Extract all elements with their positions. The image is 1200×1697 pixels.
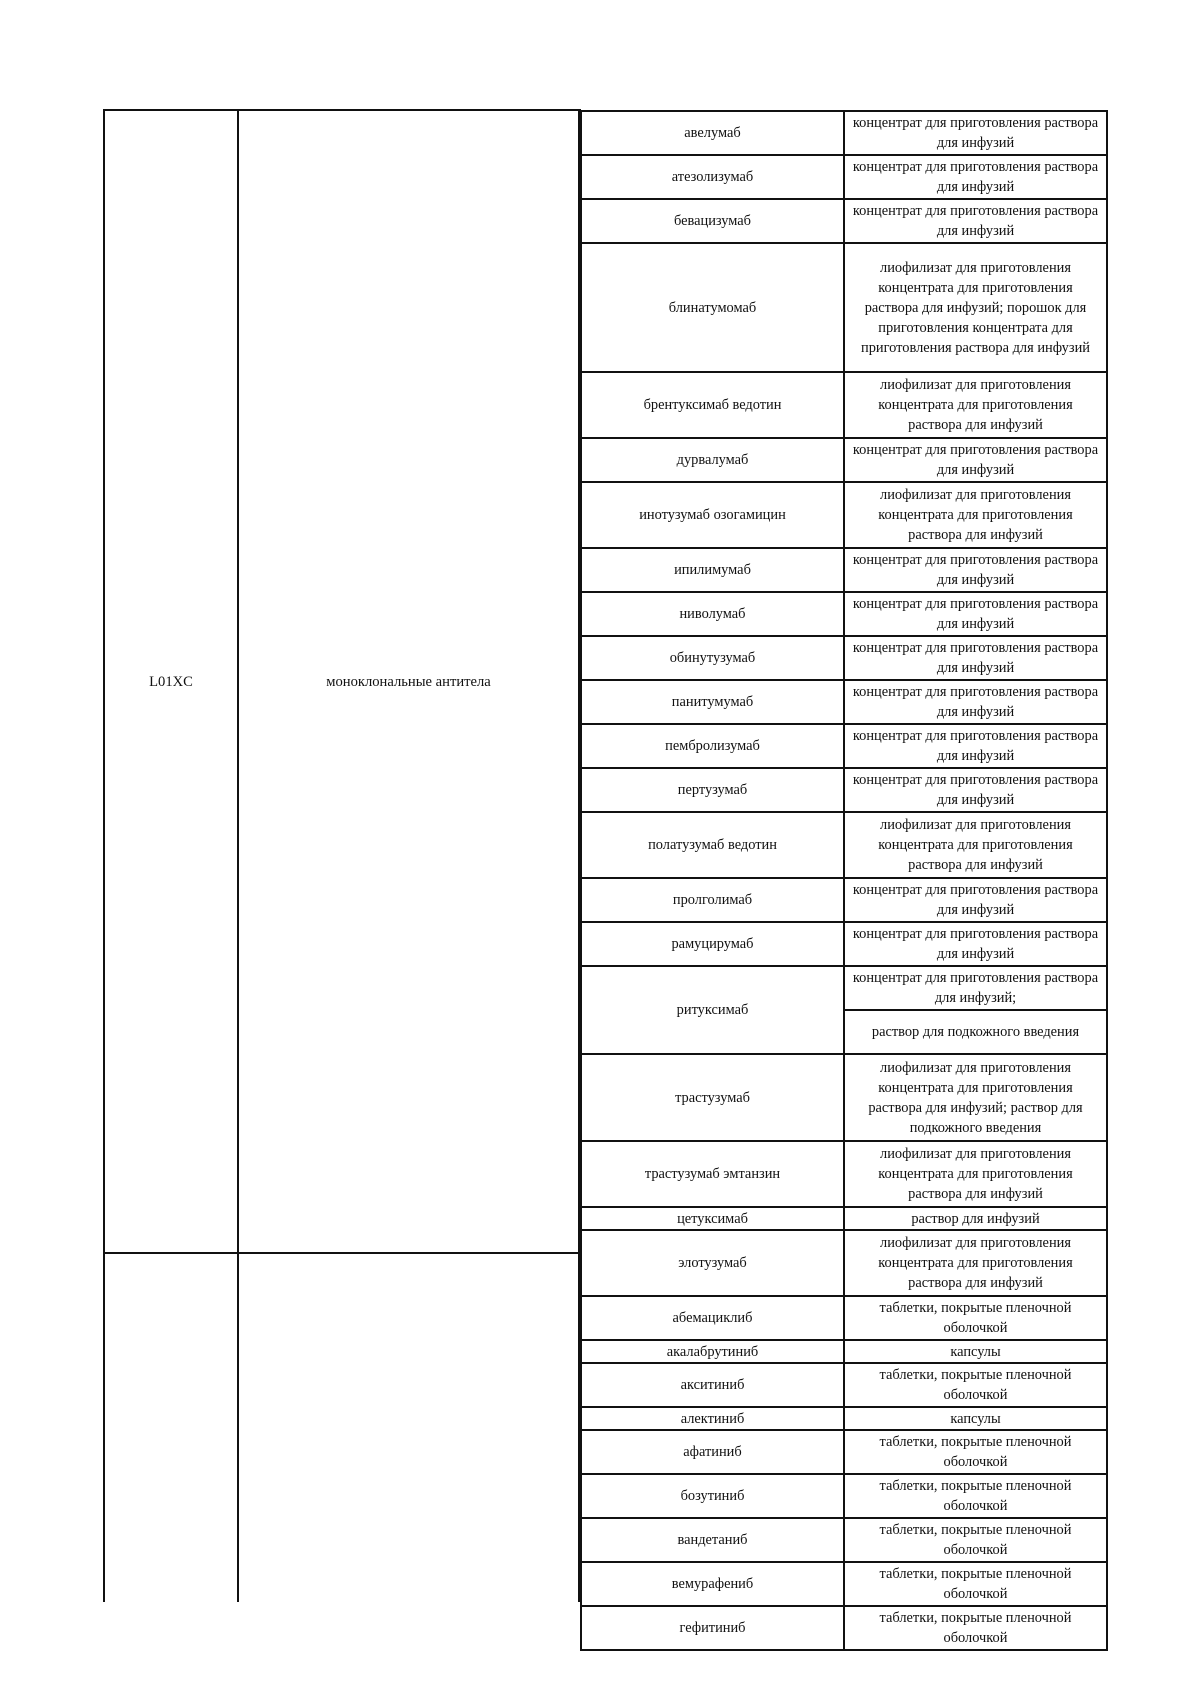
drug-name: трастузумаб [580,1055,843,1140]
drug-name: гефитиниб [580,1607,843,1649]
dosage-form-cell [843,1231,1108,1295]
dosage-form: концентрат для приготовления раствора для инфузий [852,203,1099,239]
dosage-form-cell [843,1563,1108,1605]
table-row [580,198,1108,242]
dosage-form: концентрат для приготовления раствора для инфузий [852,926,1099,962]
table-row [580,723,1108,767]
dosage-form: концентрат для приготовления раствора для инфузий [852,684,1099,720]
dosage-form: концентрат для приготовления раствора для инфузий [852,728,1099,764]
dosage-form-cell [843,1341,1108,1362]
drug-name: полатузумаб ведотин [580,813,843,877]
dosage-form-cell [843,1208,1108,1229]
dosage-form-cell [843,967,1108,1053]
dosage-form: концентрат для приготовления раствора для инфузий [852,159,1099,195]
dosage-form-cell [843,200,1108,242]
dosage-form: таблетки, покрытые пленочной оболочкой [879,1478,1072,1514]
drug-name: инотузумаб озогамицин [580,483,843,547]
dosage-form: таблетки, покрытые пленочной оболочкой [879,1300,1072,1336]
table-row [580,110,1108,154]
table-row [580,921,1108,965]
table-row [580,1406,1108,1429]
drug-name: пролголимаб [580,879,843,921]
drug-rows [580,110,1108,1651]
drug-name: акалабрутиниб [580,1341,843,1362]
table-row [580,965,1108,1053]
dosage-form: концентрат для приготовления раствора для инфузий [852,596,1099,632]
drug-name: вемурафениб [580,1563,843,1605]
dosage-form: концентрат для приготовления раствора для инфузий [852,772,1099,808]
dosage-form-cell [843,112,1108,154]
dosage-form: лиофилизат для приготовления концентрата для приготовления раствора для инфузий [878,1235,1073,1291]
dosage-form-cell [843,156,1108,198]
group-separator [103,1252,581,1254]
dosage-form-cell [843,244,1108,371]
dosage-form-cell [843,549,1108,591]
dosage-form-cell [843,373,1108,437]
dosage-form-cell [843,879,1108,921]
table-row [580,1295,1108,1339]
dosage-form-cell [843,439,1108,481]
table-row [580,591,1108,635]
table-row [580,1229,1108,1295]
drug-name: блинатумомаб [580,244,843,371]
dosage-form-cell [843,1408,1108,1429]
table-row [580,154,1108,198]
table-row [580,242,1108,371]
dosage-form-cell [843,1364,1108,1406]
dosage-form: капсулы [950,1343,1001,1360]
dosage-form: концентрат для приготовления раствора для инфузий [852,115,1099,151]
dosage-form: концентрат для приготовления раствора для инфузий [852,640,1099,676]
table-bottom-border [580,1649,1108,1651]
drug-name: авелумаб [580,112,843,154]
dosage-form-cell [843,681,1108,723]
dosage-form: лиофилизат для приготовления концентрата для приготовления раствора для инфузий [878,1146,1073,1202]
drug-name: ипилимумаб [580,549,843,591]
drug-name: панитумумаб [580,681,843,723]
table-row [580,547,1108,591]
drug-name: цетуксимаб [580,1208,843,1229]
drug-name: алектиниб [580,1408,843,1429]
drug-name: абемациклиб [580,1297,843,1339]
table-row [580,1140,1108,1206]
table-row [580,437,1108,481]
dosage-form-cell [843,1297,1108,1339]
drug-name: акситиниб [580,1364,843,1406]
drug-name: трастузумаб эмтанзин [580,1142,843,1206]
dosage-form: лиофилизат для приготовления концентрата для приготовления раствора для инфузий [878,377,1073,433]
dosage-form-cell [843,1607,1108,1649]
table-row [580,767,1108,811]
table-row [580,1473,1108,1517]
drug-name: рамуцирумаб [580,923,843,965]
dosage-form: концентрат для приготовления раствора для инфузий [852,442,1099,478]
table-row [580,635,1108,679]
dosage-form: таблетки, покрытые пленочной оболочкой [879,1367,1072,1403]
table-row [580,1053,1108,1140]
drug-name: вандетаниб [580,1519,843,1561]
dosage-form: лиофилизат для приготовления концентрата для приготовления раствора для инфузий; раствор для подкожного введения [868,1059,1083,1136]
drug-name: бевацизумаб [580,200,843,242]
drug-name: пертузумаб [580,769,843,811]
drug-name: атезолизумаб [580,156,843,198]
dosage-form-cell [843,813,1108,877]
table-row [580,481,1108,547]
dosage-form: раствор для инфузий [911,1210,1040,1227]
table-row [580,1605,1108,1649]
dosage-form: капсулы [950,1410,1001,1427]
dosage-form-cell [843,1519,1108,1561]
table-row [580,811,1108,877]
drug-name: пембролизумаб [580,725,843,767]
dosage-form-cell [843,923,1108,965]
dosage-form: лиофилизат для приготовления концентрата для приготовления раствора для инфузий [878,817,1073,873]
drug-name: ниволумаб [580,593,843,635]
table-row [580,679,1108,723]
drug-name: обинутузумаб [580,637,843,679]
table-row [580,1362,1108,1406]
dosage-form: раствор для подкожного введения [845,1009,1106,1053]
atc-code: L01XC [149,673,193,690]
dosage-form-cell [843,637,1108,679]
table-row [580,1517,1108,1561]
dosage-form: таблетки, покрытые пленочной оболочкой [879,1610,1072,1646]
dosage-form-cell [843,1475,1108,1517]
drug-name: афатиниб [580,1431,843,1473]
drug-name: брентуксимаб ведотин [580,373,843,437]
dosage-form-cell [843,1142,1108,1206]
dosage-form-cell [843,483,1108,547]
drug-name: элотузумаб [580,1231,843,1295]
table-row [580,877,1108,921]
dosage-form-cell [843,1431,1108,1473]
dosage-form-cell [843,725,1108,767]
table-row [580,1339,1108,1362]
dosage-form: таблетки, покрытые пленочной оболочкой [879,1522,1072,1558]
atc-code-cell [105,111,237,1252]
dosage-form-cell [843,769,1108,811]
drug-name: ритуксимаб [580,967,843,1053]
dosage-form: таблетки, покрытые пленочной оболочкой [879,1434,1072,1470]
drug-name: дурвалумаб [580,439,843,481]
group-name: моноклональные антитела [326,673,491,690]
table-row [580,371,1108,437]
table-row [580,1429,1108,1473]
dosage-form: концентрат для приготовления раствора для инфузий [852,552,1099,588]
group-name-cell [239,111,578,1252]
table-row [580,1206,1108,1229]
dosage-form: лиофилизат для приготовления концентрата для приготовления раствора для инфузий; порошок для приготовления концентрата для приготовления раствора для инфузий [861,259,1090,356]
dosage-form-cell [843,1055,1108,1140]
drug-name: бозутиниб [580,1475,843,1517]
table-row [580,1561,1108,1605]
dosage-form: концентрат для приготовления раствора для инфузий [852,882,1099,918]
dosage-form: лиофилизат для приготовления концентрата для приготовления раствора для инфузий [878,487,1073,543]
dosage-form: таблетки, покрытые пленочной оболочкой [879,1566,1072,1602]
dosage-form: концентрат для приготовления раствора для инфузий; [852,970,1099,1006]
dosage-form-cell [843,593,1108,635]
